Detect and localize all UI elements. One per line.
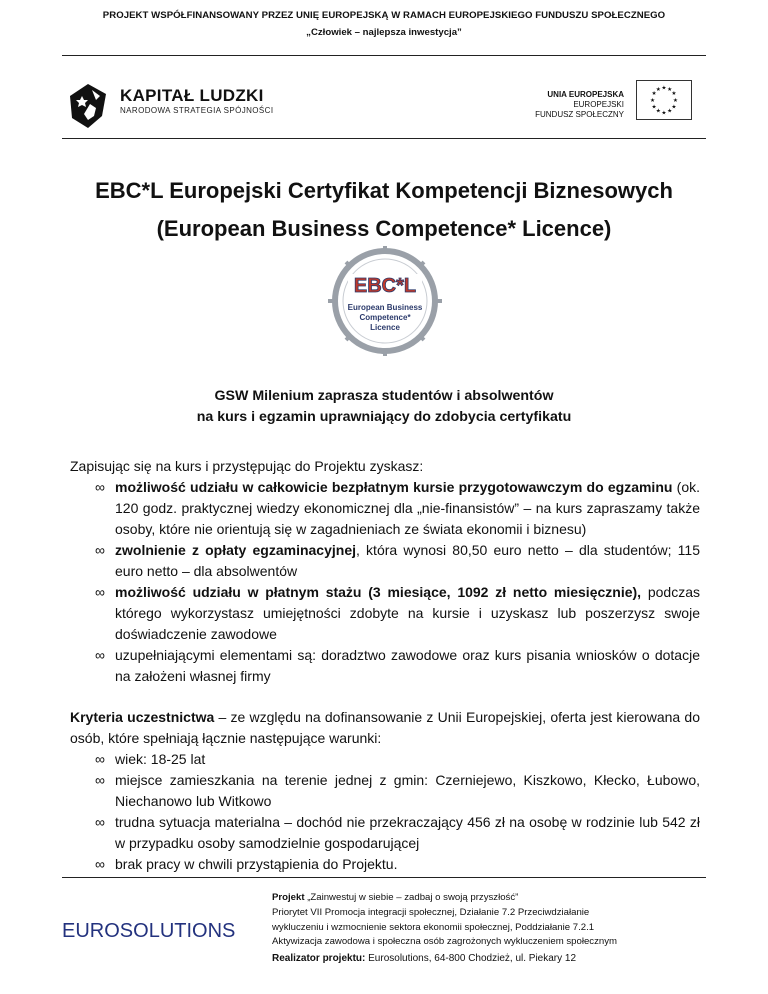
kapital-ludzki-subtitle: NARODOWA STRATEGIA SPÓJNOŚCI (120, 106, 274, 115)
svg-text:★: ★ (655, 86, 661, 93)
ebcl-line-3: Licence (370, 323, 400, 332)
eu-flag-icon (636, 80, 692, 120)
title-line-2: (European Business Competence* Licence) (156, 216, 612, 241)
footer-rule (62, 877, 706, 878)
bullet-icon: ∞ (95, 542, 105, 558)
bullet-icon: ∞ (95, 814, 105, 830)
criteria-item: trudna sytuacja materialna – dochód nie przekraczający 456 zł na osobę w rodzinie lub 542 zł w przypadku osoby samodzielnie gospodarującej (115, 814, 700, 851)
criteria-item: wiek: 18-25 lat (115, 751, 206, 767)
header-line-2: „Człowiek – najlepsza inwestycja” (306, 27, 462, 38)
criteria-list (95, 749, 700, 875)
benefit-text: podczas którego wykorzystasz umiejętności zdobyte na kursie i uzyskasz lub poszerzysz swoje doświadczenie zawodowe (115, 584, 700, 642)
benefit-text: uzupełniającymi elementami są: doradztwo zawodowe oraz kurs pisania wniosków o dotacje na założeni własnej firmy (115, 647, 700, 684)
invitation (0, 386, 768, 428)
eu-line-2: EUROPEJSKI (573, 100, 624, 109)
benefit-text: (ok. 120 godz. praktycznej wiedzy ekonomicznej dla „nie-finansistów” – na kurs zapraszamy także osoby, które nie orientują się w zagadnieniach ze świata ekonomii i biznesu) (115, 479, 700, 537)
header-line-1: PROJEKT WSPÓŁFINANSOWANY PRZEZ UNIĘ EUROPEJSKĄ W RAMACH EUROPEJSKIEGO FUNDUSZU SPOŁECZNEGO (102, 10, 666, 21)
kapital-ludzki-title: KAPITAŁ LUDZKI (120, 86, 264, 105)
eu-fund-label (520, 90, 624, 120)
ebcl-logo-icon (310, 246, 460, 356)
project-label: Projekt (272, 892, 305, 903)
footer-line-3: wykluczeniu i wzmocnienie sektora ekonomii społecznej, Poddziałanie 7.2.1 (272, 921, 595, 933)
criteria-paragraph (70, 707, 700, 749)
eu-line-3: FUNDUSZ SPOŁECZNY (535, 110, 624, 119)
svg-text:★: ★ (655, 108, 661, 115)
title-line-1: EBC*L Europejski Certyfikat Kompetencji Biznesowych (95, 178, 673, 203)
benefit-bold: możliwość udziału w płatnym stażu (3 miesiące, 1092 zł netto miesięcznie), (115, 584, 642, 600)
logos-rule (62, 138, 706, 139)
list-item (95, 770, 700, 812)
bullet-icon: ∞ (95, 772, 105, 788)
ebcl-line-2: Competence* (359, 313, 411, 322)
header-rule (62, 55, 706, 56)
svg-text:★: ★ (651, 104, 657, 111)
list-item (95, 812, 700, 854)
svg-text:★: ★ (667, 108, 673, 115)
impl-text: Eurosolutions, 64-800 Chodzież, ul. Piekary 12 (365, 953, 577, 964)
svg-text:EUROSOLUTIONS (62, 920, 235, 942)
svg-text:★: ★ (650, 97, 656, 104)
ebcl-mark: EBC*L (353, 275, 417, 297)
footer-line-2: Priorytet VII Promocja integracji społecznej, Działanie 7.2 Przeciwdziałanie (272, 906, 590, 918)
benefit-bold: możliwość udziału w całkowicie bezpłatnym kursie przygotowawczym do egzaminu (115, 479, 673, 495)
list-item (95, 477, 700, 540)
criteria-item: brak pracy w chwili przystąpienia do Projektu. (115, 856, 398, 872)
list-item (95, 645, 700, 687)
list-item (95, 582, 700, 645)
logo-solutions: SOLUTIONS (119, 920, 236, 942)
svg-text:★: ★ (651, 90, 657, 97)
footer-project-info (272, 891, 742, 950)
bullet-icon: ∞ (95, 856, 105, 872)
benefits-intro: Zapisując się na kurs i przystępując do Projektu zyskasz: (70, 458, 424, 474)
criteria-text: – ze względu na dofinansowanie z Unii Europejskiej, oferta jest kierowana do osób, które spełniają łącznie następujące warunki: (70, 709, 700, 746)
bullet-icon: ∞ (95, 479, 105, 495)
eurosolutions-logo-icon (62, 916, 244, 942)
list-item (95, 854, 700, 875)
list-item (95, 749, 700, 770)
page-title (0, 172, 768, 248)
benefits-list (95, 477, 700, 687)
svg-text:★: ★ (661, 110, 667, 117)
list-item (95, 540, 700, 582)
invite-line-2: na kurs i egzamin uprawniający do zdobycia certyfikatu (196, 409, 572, 425)
benefit-bold: zwolnienie z opłaty egzaminacyjnej (115, 542, 356, 558)
kapital-ludzki-logo-icon (66, 82, 110, 130)
svg-text:★: ★ (672, 97, 678, 104)
footer-line-4: Aktywizacja zawodowa i społeczna osób zagrożonych wykluczeniem społecznym (272, 936, 618, 948)
svg-text:★: ★ (671, 90, 677, 97)
criteria-label: Kryteria uczestnictwa (70, 709, 215, 725)
ebcl-line-1: European Business (347, 303, 423, 312)
svg-text:★: ★ (671, 104, 677, 111)
svg-text:★: ★ (661, 85, 667, 92)
invite-line-1: GSW Milenium zaprasza studentów i absolwentów (214, 388, 554, 404)
eu-line-1: UNIA EUROPEJSKA (547, 90, 624, 99)
criteria-item: miejsce zamieszkania na terenie jednej z gmin: Czerniejewo, Kiszkowo, Kłecko, Łubowo, Niechanowo lub Witkowo (115, 772, 700, 809)
bullet-icon: ∞ (95, 584, 105, 600)
logo-euro: EURO (62, 920, 120, 942)
impl-label: Realizator projektu: (272, 953, 366, 964)
svg-text:★: ★ (667, 86, 673, 93)
bullet-icon: ∞ (95, 647, 105, 663)
bullet-icon: ∞ (95, 751, 105, 767)
footer-implementer (272, 953, 742, 964)
benefit-text: , która wynosi 80,50 euro netto – dla studentów; 115 euro netto – dla absolwentów (115, 542, 700, 579)
project-name: „Zainwestuj w siebie – zadbaj o swoją przyszłość” (304, 892, 519, 903)
